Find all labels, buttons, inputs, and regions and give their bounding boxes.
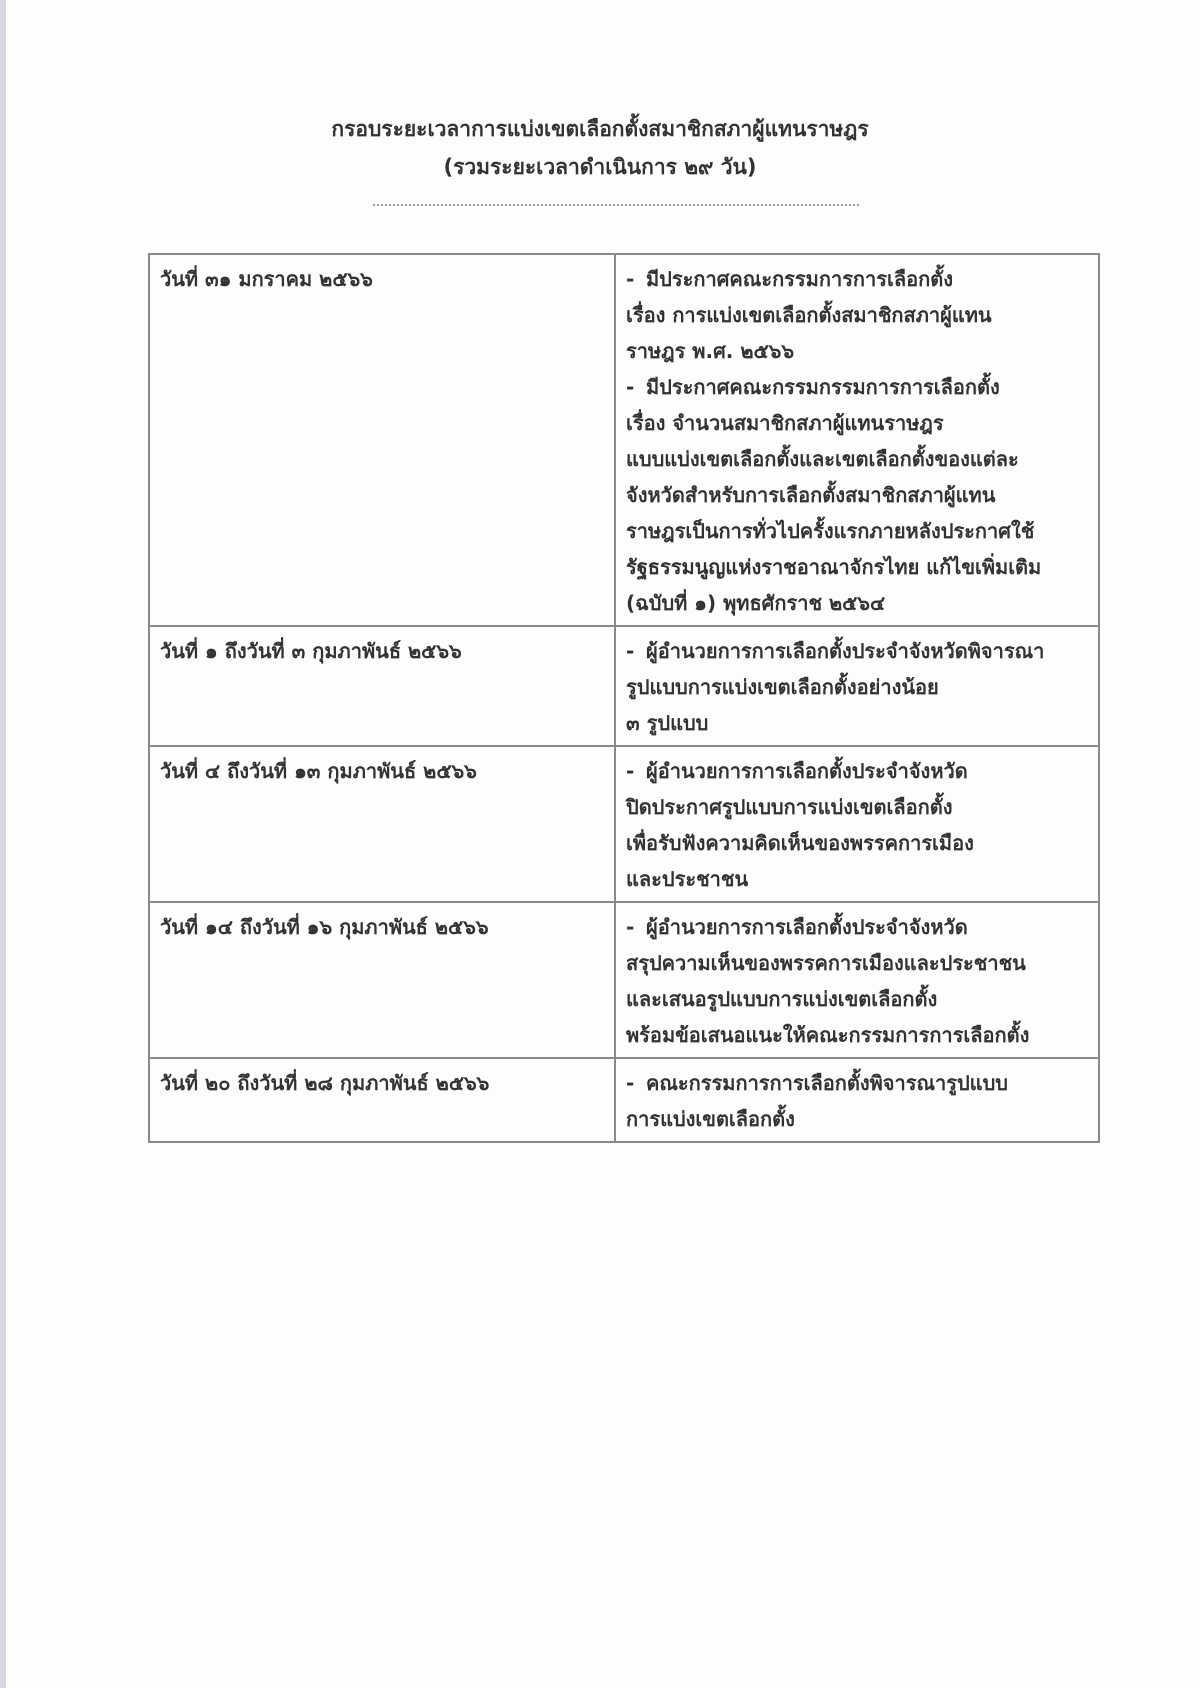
line-text: ผู้อำนวยการการเลือกตั้งประจำจังหวัดพิจารณา <box>646 639 1045 663</box>
document-title: กรอบระยะเวลาการแบ่งเขตเลือกตั้งสมาชิกสภาผู้แทนราษฎร <box>331 117 869 141</box>
line-text: เพื่อรับฟังความคิดเห็นของพรรคการเมือง <box>626 831 974 855</box>
line-text: ผู้อำนวยการการเลือกตั้งประจำจังหวัด <box>646 759 968 783</box>
date-cell <box>149 746 615 902</box>
line-text: พร้อมข้อเสนอแนะให้คณะกรรมการการเลือกตั้ง <box>626 1023 1030 1047</box>
table-row <box>149 1058 1099 1142</box>
description-cell <box>615 254 1099 626</box>
dash-bullet: - <box>626 267 635 291</box>
line-text: แบบแบ่งเขตเลือกตั้งและเขตเลือกตั้งของแต่ละ <box>626 447 1019 471</box>
line-text: จังหวัดสำหรับการเลือกตั้งสมาชิกสภาผู้แทน <box>626 483 996 507</box>
line-text: ปิดประกาศรูปแบบการแบ่งเขตเลือกตั้ง <box>626 795 953 819</box>
line-text: ผู้อำนวยการการเลือกตั้งประจำจังหวัด <box>646 915 968 939</box>
line-text: เรื่อง จำนวนสมาชิกสภาผู้แทนราษฎร <box>626 411 944 435</box>
date-text: วันที่ ๓๑ มกราคม ๒๕๖๖ <box>160 267 373 291</box>
description-cell <box>615 626 1099 746</box>
line-text: รูปแบบการแบ่งเขตเลือกตั้งอย่างน้อย <box>626 675 939 699</box>
table-row <box>149 902 1099 1058</box>
description-cell <box>615 746 1099 902</box>
line-text: ๓ รูปแบบ <box>626 711 709 735</box>
line-text: (ฉบับที่ ๑) พุทธศักราช ๒๕๖๔ <box>626 591 886 615</box>
list-item <box>626 1065 1088 1137</box>
timeline-table <box>148 253 1100 1143</box>
date-cell <box>149 254 615 626</box>
date-cell <box>149 626 615 746</box>
line-text: การแบ่งเขตเลือกตั้ง <box>626 1107 795 1131</box>
description-cell <box>615 902 1099 1058</box>
date-text: วันที่ ๔ ถึงวันที่ ๑๓ กุมภาพันธ์ ๒๕๖๖ <box>160 759 477 783</box>
date-cell <box>149 902 615 1058</box>
line-text: และเสนอรูปแบบการแบ่งเขตเลือกตั้ง <box>626 987 938 1011</box>
dash-bullet: - <box>626 1071 635 1095</box>
dash-bullet: - <box>626 639 635 663</box>
list-item <box>626 261 1088 369</box>
table-row <box>149 746 1099 902</box>
list-item <box>626 369 1088 621</box>
line-text: และประชาชน <box>626 867 749 891</box>
list-item <box>626 633 1088 741</box>
list-item <box>626 909 1088 1053</box>
description-cell <box>615 1058 1099 1142</box>
line-text: มีประกาศคณะกรรมกรรมการการเลือกตั้ง <box>646 375 1000 399</box>
document-subtitle: (รวมระยะเวลาดำเนินการ ๒๙ วัน) <box>443 155 757 179</box>
line-text: มีประกาศคณะกรรมการการเลือกตั้ง <box>646 267 953 291</box>
title-divider <box>373 204 859 206</box>
line-text: สรุปความเห็นของพรรคการเมืองและประชาชน <box>626 951 1026 975</box>
date-cell <box>149 1058 615 1142</box>
dash-bullet: - <box>626 759 635 783</box>
dash-bullet: - <box>626 375 635 399</box>
line-text: รัฐธรรมนูญแห่งราชอาณาจักรไทย แก้ไขเพิ่มเติม <box>626 555 1042 579</box>
line-text: คณะกรรมการการเลือกตั้งพิจารณารูปแบบ <box>646 1071 1008 1095</box>
date-text: วันที่ ๒๐ ถึงวันที่ ๒๘ กุมภาพันธ์ ๒๕๖๖ <box>160 1071 490 1095</box>
dash-bullet: - <box>626 915 635 939</box>
line-text: ราษฎร พ.ศ. ๒๕๖๖ <box>626 339 795 363</box>
line-text: เรื่อง การแบ่งเขตเลือกตั้งสมาชิกสภาผู้แทน <box>626 303 992 327</box>
date-text: วันที่ ๑๔ ถึงวันที่ ๑๖ กุมภาพันธ์ ๒๕๖๖ <box>160 915 489 939</box>
table-row <box>149 254 1099 626</box>
table-row <box>149 626 1099 746</box>
date-text: วันที่ ๑ ถึงวันที่ ๓ กุมภาพันธ์ ๒๕๖๖ <box>160 639 462 663</box>
line-text: ราษฎรเป็นการทั่วไปครั้งแรกภายหลังประกาศใช้ <box>626 519 1035 543</box>
list-item <box>626 753 1088 897</box>
